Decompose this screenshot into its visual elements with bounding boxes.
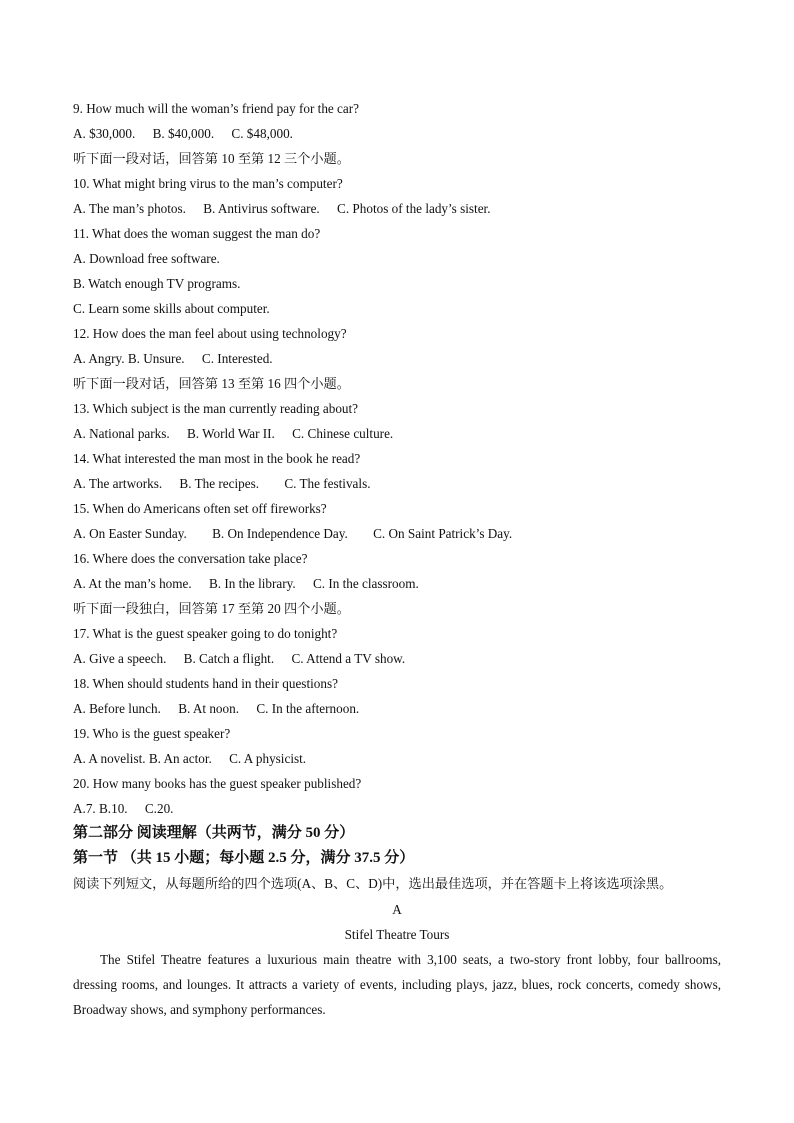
instruction-17-20: 听下面一段独白，回答第 17 至第 20 四个小题。	[73, 601, 350, 616]
question-9-options	[73, 126, 293, 142]
passage-letter: A	[392, 902, 402, 917]
option-b: B. On Independence Day.	[212, 526, 348, 541]
question-20-options	[73, 801, 173, 817]
option-b: B.10.	[99, 801, 128, 816]
question-17-options	[73, 651, 405, 667]
question-18: 18. When should students hand in their questions?	[73, 676, 338, 691]
option-b: B. Catch a flight.	[183, 651, 275, 666]
question-14: 14. What interested the man most in the book he read?	[73, 451, 361, 466]
option-c: C. A physicist.	[229, 751, 307, 766]
question-10-options	[73, 201, 491, 217]
question-11-option-a: A. Download free software.	[73, 251, 220, 266]
option-c: C. The festivals.	[284, 476, 371, 491]
question-11-option-b: B. Watch enough TV programs.	[73, 276, 241, 291]
option-b: B. The recipes.	[179, 476, 260, 491]
option-a: A. Before lunch.	[73, 701, 161, 716]
question-17: 17. What is the guest speaker going to do tonight?	[73, 626, 338, 641]
option-b: B. At noon.	[178, 701, 240, 716]
option-b: B. An actor.	[148, 751, 212, 766]
option-c: C. On Saint Patrick’s Day.	[373, 526, 513, 541]
option-c: C. In the classroom.	[312, 576, 419, 591]
instruction-10-12: 听下面一段对话，回答第 10 至第 12 三个小题。	[73, 151, 350, 166]
option-c: C.20.	[144, 801, 174, 816]
question-11-option-c: C. Learn some skills about computer.	[73, 301, 270, 316]
option-a: A. $30,000.	[73, 126, 136, 141]
part2-heading: 第二部分 阅读理解（共两节，满分 50 分）	[73, 825, 355, 841]
question-16: 16. Where does the conversation take place?	[73, 551, 308, 566]
section1-heading: 第一节 （共 15 小题；每小题 2.5 分，满分 37.5 分）	[73, 850, 415, 866]
question-9: 9. How much will the woman’s friend pay for the car?	[73, 101, 360, 116]
option-c: C. $48,000.	[231, 126, 293, 141]
option-a: A. At the man’s home.	[73, 576, 192, 591]
passage-paragraph: The Stifel Theatre features a luxurious main theatre with 3,100 seats, a two-story front lobby, four ballrooms, dressing rooms, and lounges. It attracts a variety of events, including plays, jazz, blues, rock concerts, comedy shows, Broadway shows, and symphony performances.	[73, 952, 721, 1017]
option-b: B. In the library.	[208, 576, 296, 591]
option-a: A. A novelist.	[73, 751, 146, 766]
option-a: A. On Easter Sunday.	[73, 526, 187, 541]
question-12: 12. How does the man feel about using technology?	[73, 326, 347, 341]
option-a: A. Angry.	[73, 351, 125, 366]
question-16-options	[73, 576, 419, 592]
question-13-options	[73, 426, 393, 442]
option-b: B. Antivirus software.	[203, 201, 320, 216]
question-10: 10. What might bring virus to the man’s computer?	[73, 176, 343, 191]
option-b: B. World War II.	[186, 426, 275, 441]
option-a: A. The artworks.	[73, 476, 163, 491]
option-a: A. The man’s photos.	[73, 201, 186, 216]
option-c: C. Attend a TV show.	[291, 651, 406, 666]
option-a: A.7.	[73, 801, 96, 816]
question-18-options	[73, 701, 359, 717]
reading-instruction: 阅读下列短文，从每题所给的四个选项(A、B、C、D)中，选出最佳选项，并在答题卡上将该选项涂黑。	[73, 876, 673, 891]
question-15: 15. When do Americans often set off fireworks?	[73, 501, 327, 516]
question-13: 13. Which subject is the man currently reading about?	[73, 401, 359, 416]
option-c: C. Photos of the lady’s sister.	[337, 201, 491, 216]
option-a: A. Give a speech.	[73, 651, 167, 666]
question-20: 20. How many books has the guest speaker published?	[73, 776, 362, 791]
option-c: C. In the afternoon.	[256, 701, 360, 716]
option-c: C. Interested.	[201, 351, 273, 366]
passage-title: Stifel Theatre Tours	[344, 927, 450, 942]
option-b: B. $40,000.	[152, 126, 215, 141]
question-11: 11. What does the woman suggest the man do?	[73, 226, 321, 241]
question-15-options	[73, 526, 512, 542]
instruction-13-16: 听下面一段对话，回答第 13 至第 16 四个小题。	[73, 376, 350, 391]
option-a: A. National parks.	[73, 426, 170, 441]
question-19-options	[73, 751, 306, 767]
option-c: C. Chinese culture.	[292, 426, 394, 441]
question-19: 19. Who is the guest speaker?	[73, 726, 231, 741]
question-14-options	[73, 476, 371, 492]
question-12-options	[73, 351, 273, 367]
option-b: B. Unsure.	[127, 351, 185, 366]
